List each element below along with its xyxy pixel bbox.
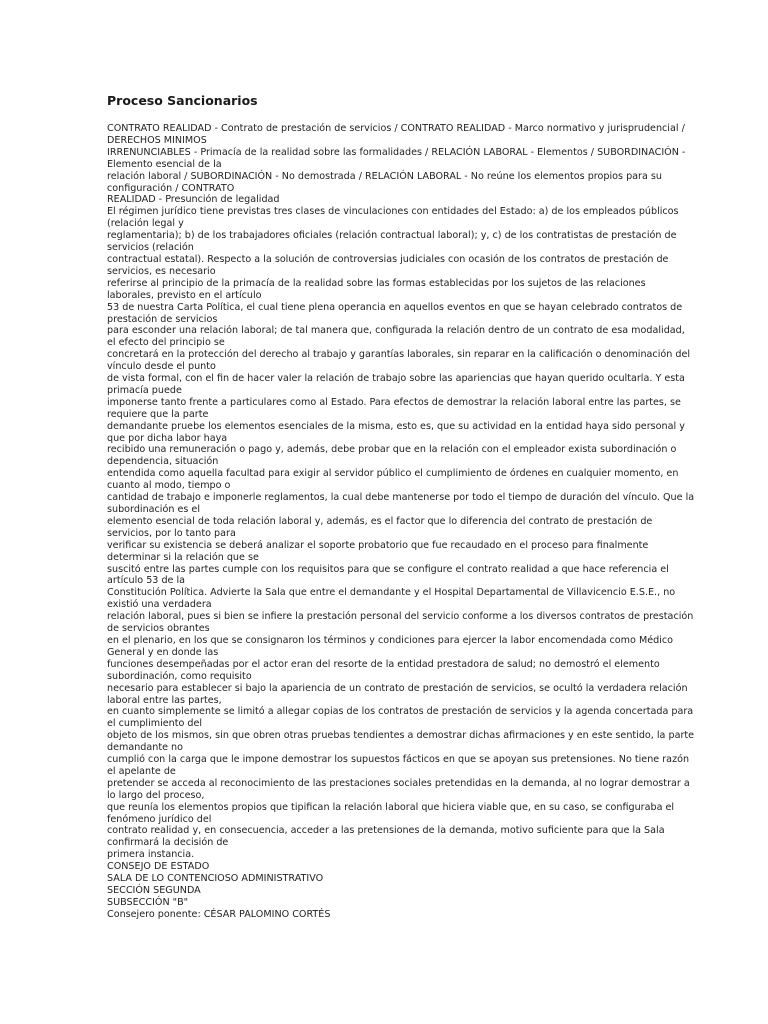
body-line: referirse al principio de la primacía de la realidad sobre las formas establecidas por los sujetos de las relaciones xyxy=(107,277,646,289)
body-line: funciones desempeñadas por el actor eran del resorte de la entidad prestadora de salud; no demostró el elemento xyxy=(107,658,660,670)
body-line: vínculo desde el punto xyxy=(107,361,216,373)
body-line: contractual estatal). Respecto a la solución de controversias judiciales con ocasión de los contratos de prestación de xyxy=(107,253,669,265)
body-line: lo largo del proceso, xyxy=(107,789,205,801)
body-line: que por dicha labor haya xyxy=(107,432,228,444)
body-line: laborales, previsto en el artículo xyxy=(107,289,262,301)
body-line: primera instancia. xyxy=(107,849,195,861)
body-line: reglamentaria); b) de los trabajadores oficiales (relación contractual laboral); y, c) de los contratistas de prestación de xyxy=(107,230,677,242)
body-line: servicios, es necesario xyxy=(107,265,216,277)
body-line: SALA DE LO CONTENCIOSO ADMINISTRATIVO xyxy=(107,873,324,885)
body-line: de servicios obrantes xyxy=(107,623,210,635)
body-line: imponerse tanto frente a particulares como al Estado. Para efectos de demostrar la relación laboral entre las partes, se xyxy=(107,396,681,408)
body-line: necesario para establecer si bajo la apariencia de un contrato de prestación de servicios, se ocultó la verdadera relación xyxy=(107,682,688,694)
document-title: Proceso Sancionarios xyxy=(107,93,258,108)
body-line: SUBSECCIÓN "B" xyxy=(107,896,189,908)
body-line: para esconder una relación laboral; de tal manera que, configurada la relación dentro de un contrato de esa modalidad, xyxy=(107,325,685,337)
body-line: dependencia, situación xyxy=(107,456,219,468)
body-line: DERECHOS MINIMOS xyxy=(107,134,207,146)
body-line: verificar su existencia se deberá analizar el soporte probatorio que fue recaudado en el proceso para finalmente xyxy=(107,539,649,551)
body-line: Elemento esencial de la xyxy=(107,158,222,170)
body-line: Consejero ponente: CÉSAR PALOMINO CORTÉS xyxy=(107,908,331,920)
body-line: el cumplimiento del xyxy=(107,718,203,730)
body-line: confirmará la decisión de xyxy=(107,837,229,849)
body-line: contrato realidad y, en consecuencia, acceder a las pretensiones de la demanda, motivo suficiente para que la Sala xyxy=(107,825,665,837)
body-line: objeto de los mismos, sin que obren otras pruebas tendientes a demostrar dichas afirmaciones y en este sentido, la parte xyxy=(107,730,695,742)
body-line: demandante no xyxy=(107,742,184,754)
document-body xyxy=(107,123,695,921)
body-line: subordinación es el xyxy=(107,504,200,515)
body-line: en cuanto simplemente se limitó a allegar copias de los contratos de prestación de servicios y la agenda concertada para xyxy=(107,706,694,718)
body-line: suscitó entre las partes cumple con los requisitos para que se configure el contrato realidad a que hace referencia el xyxy=(107,563,669,575)
body-line: CONSEJO DE ESTADO xyxy=(107,861,210,873)
body-line: que reunía los elementos propios que tipifican la relación laboral que hiciera viable que, en su caso, se configuraba el xyxy=(107,801,675,813)
body-line: entendida como aquella facultad para exigir al servidor público el cumplimiento de órdenes en cualquier momento, en xyxy=(107,468,679,480)
document-page xyxy=(107,92,695,921)
body-line: demandante pruebe los elementos esenciales de la misma, esto es, que su actividad en la entidad haya sido personal y xyxy=(107,420,685,432)
body-line: REALIDAD - Presunción de legalidad xyxy=(107,194,280,206)
body-line: en el plenario, en los que se consignaron los términos y condiciones para ejercer la labor encomendada como Médico xyxy=(107,634,674,646)
body-line: recibido una remuneración o pago y, además, debe probar que en la relación con el empleador exista subordinación o xyxy=(107,444,677,456)
body-line: requiere que la parte xyxy=(107,408,209,420)
body-line: CONTRATO REALIDAD - Contrato de prestación de servicios / CONTRATO REALIDAD - Marco normativo y jurisprudencial / xyxy=(107,123,685,134)
body-line: SECCIÓN SEGUNDA xyxy=(107,885,201,896)
body-line: configuración / CONTRATO xyxy=(107,182,235,194)
body-line: artículo 53 de la xyxy=(107,575,186,587)
body-line: cuanto al modo, tiempo o xyxy=(107,480,231,492)
body-line: el apelante de xyxy=(107,765,176,777)
body-line: subordinación, como requisito xyxy=(107,670,252,682)
body-line: relación laboral / SUBORDINACIÓN - No demostrada / RELACIÓN LABORAL - No reúne los elementos propios para su xyxy=(107,170,662,182)
body-line: concretará en la protección del derecho al trabajo y garantías laborales, sin reparar en la calificación o denominación del xyxy=(107,349,691,361)
body-line: cumplió con la carga que le impone demostrar los supuestos fácticos en que se apoyan sus pretensiones. No tiene razón xyxy=(107,754,690,766)
body-line: prestación de servicios xyxy=(107,313,218,325)
body-line: IRRENUNCIABLES - Primacía de la realidad sobre las formalidades / RELACIÓN LABORAL - Elementos / SUBORDINACIÓN - xyxy=(107,146,686,158)
body-line: cantidad de trabajo e imponerle reglamentos, la cual debe mantenerse por todo el tiempo de duración del vínculo. Que la xyxy=(107,492,695,504)
body-line: existió una verdadera xyxy=(107,599,212,611)
body-line: El régimen jurídico tiene previstas tres clases de vinculaciones con entidades del Estado: a) de los empleados públicos xyxy=(107,206,679,218)
body-line: elemento esencial de toda relación laboral y, además, es el factor que lo diferencia del contrato de prestación de xyxy=(107,515,653,527)
body-line: servicios, por lo tanto para xyxy=(107,527,236,539)
body-line: relación laboral, pues si bien se infiere la prestación personal del servicio conforme a los diversos contratos de prestación xyxy=(107,611,694,623)
body-line: primacía puede xyxy=(107,384,182,396)
body-line: Constitución Política. Advierte la Sala que entre el demandante y el Hospital Departamental de Villavicencio E.S.E., no xyxy=(107,587,676,599)
body-line: 53 de nuestra Carta Política, el cual tiene plena operancia en aquellos eventos en que se hayan celebrado contratos de xyxy=(107,301,683,313)
body-line: servicios (relación xyxy=(107,242,194,254)
body-line: el efecto del principio se xyxy=(107,337,225,349)
body-line: (relación legal y xyxy=(107,218,184,230)
body-line: de vista formal, con el fin de hacer valer la relación de trabajo sobre las apariencias que hayan querido ocultarla. Y esta xyxy=(107,373,685,385)
body-line: laboral entre las partes, xyxy=(107,694,222,706)
body-line: fenómeno jurídico del xyxy=(107,813,212,825)
body-line: pretender se acceda al reconocimiento de las prestaciones sociales pretendidas en la demanda, al no lograr demostrar a xyxy=(107,777,690,789)
body-line: General y en donde las xyxy=(107,646,219,658)
body-line: determinar si la relación que se xyxy=(107,551,259,563)
